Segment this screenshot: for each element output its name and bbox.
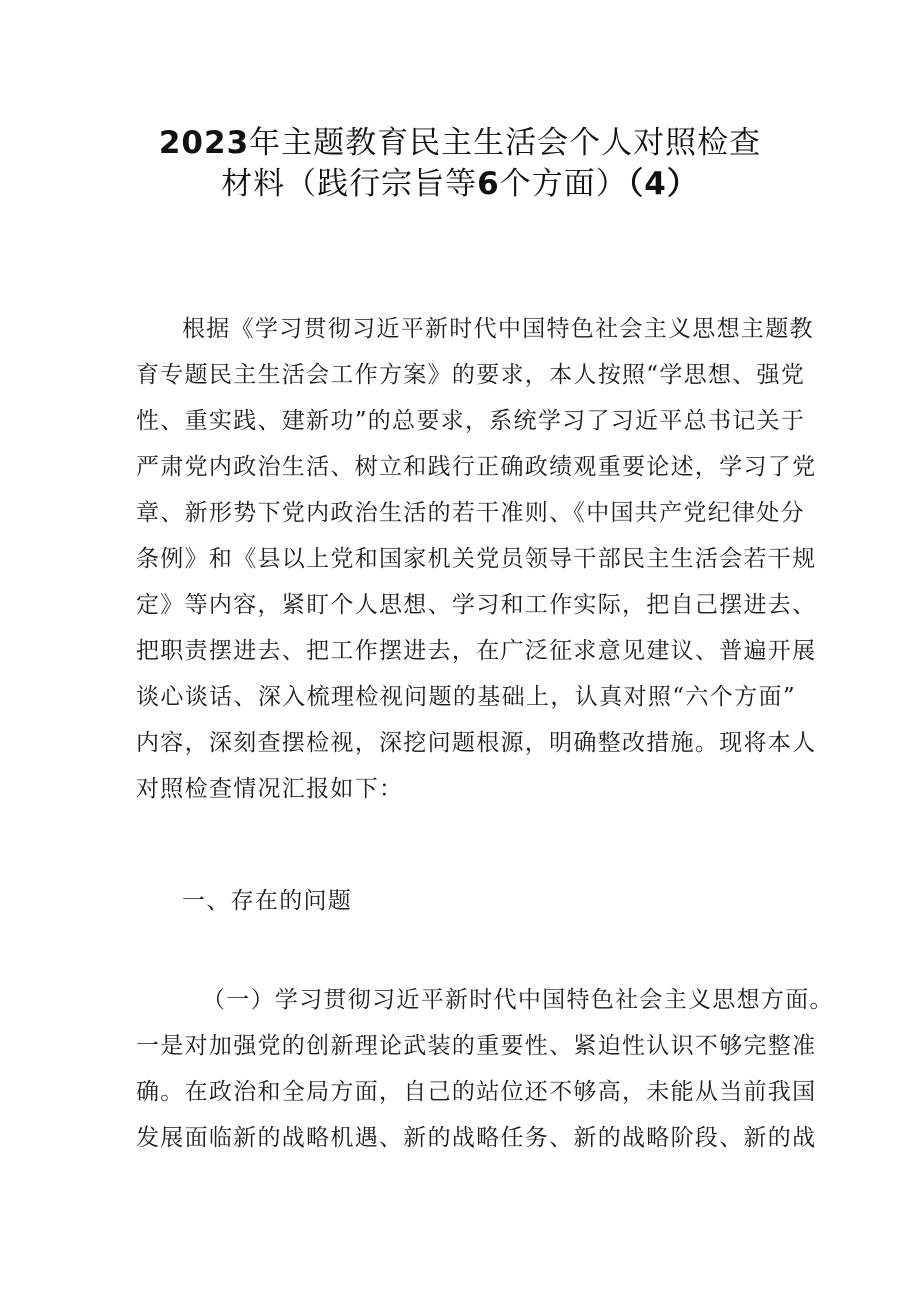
intro-line: 对照检查情况汇报如下： — [136, 776, 404, 802]
sub-section-line: 一是对加强党的创新理论武装的重要性、紧迫性认识不够完整准 — [136, 1033, 817, 1059]
intro-line: 内容，深刻查摆检视，深挖问题根源，明确整改措施。现将本人 — [136, 730, 817, 756]
title-text-2b: 个方面） — [499, 166, 628, 202]
section-heading: 一、存在的问题 — [182, 888, 353, 914]
intro-line: 章、新形势下党内政治生活的若干准则、《中国共产党纪律处分 — [136, 500, 805, 526]
intro-line: 严肃党内政治生活、树立和践行正确政绩观重要论述，学习了党 — [136, 454, 817, 480]
intro-line: 育专题民主生活会工作方案》的要求，本人按照“学思想、强党 — [136, 362, 806, 388]
document-title-line-1 — [0, 117, 920, 162]
intro-line: 性、重实践、建新功”的总要求，系统学习了习近平总书记关于 — [136, 408, 806, 434]
sub-section-line: （一）学习贯彻习近平新时代中国特色社会主义思想方面。 — [202, 987, 834, 1013]
title-text-2a: 材料（践行宗旨等 — [221, 166, 478, 202]
intro-line: 条例》和《县以上党和国家机关党员领导干部民主生活会若干规 — [136, 546, 817, 572]
title-year: 2023 — [158, 125, 250, 161]
intro-line: 定》等内容，紧盯个人思想、学习和工作实际，把自己摆进去、 — [136, 592, 817, 618]
document-title-line-2 — [0, 158, 920, 203]
sub-section-line: 确。在政治和全局方面，自己的站位还不够高，未能从当前我国 — [136, 1079, 817, 1105]
sub-section-line: 发展面临新的战略机遇、新的战略任务、新的战略阶段、新的战 — [136, 1125, 817, 1151]
title-suffix: （4） — [627, 166, 699, 202]
title-text-1: 年主题教育民主生活会个人对照检查 — [249, 125, 762, 161]
intro-line: 根据《学习贯彻习近平新时代中国特色社会主义思想主题教 — [182, 316, 814, 342]
title-number: 6 — [477, 166, 500, 202]
intro-line: 把职责摆进去、把工作摆进去，在广泛征求意见建议、普遍开展 — [136, 638, 817, 664]
intro-line: 谈心谈话、深入梳理检视问题的基础上，认真对照“六个方面” — [136, 684, 796, 710]
